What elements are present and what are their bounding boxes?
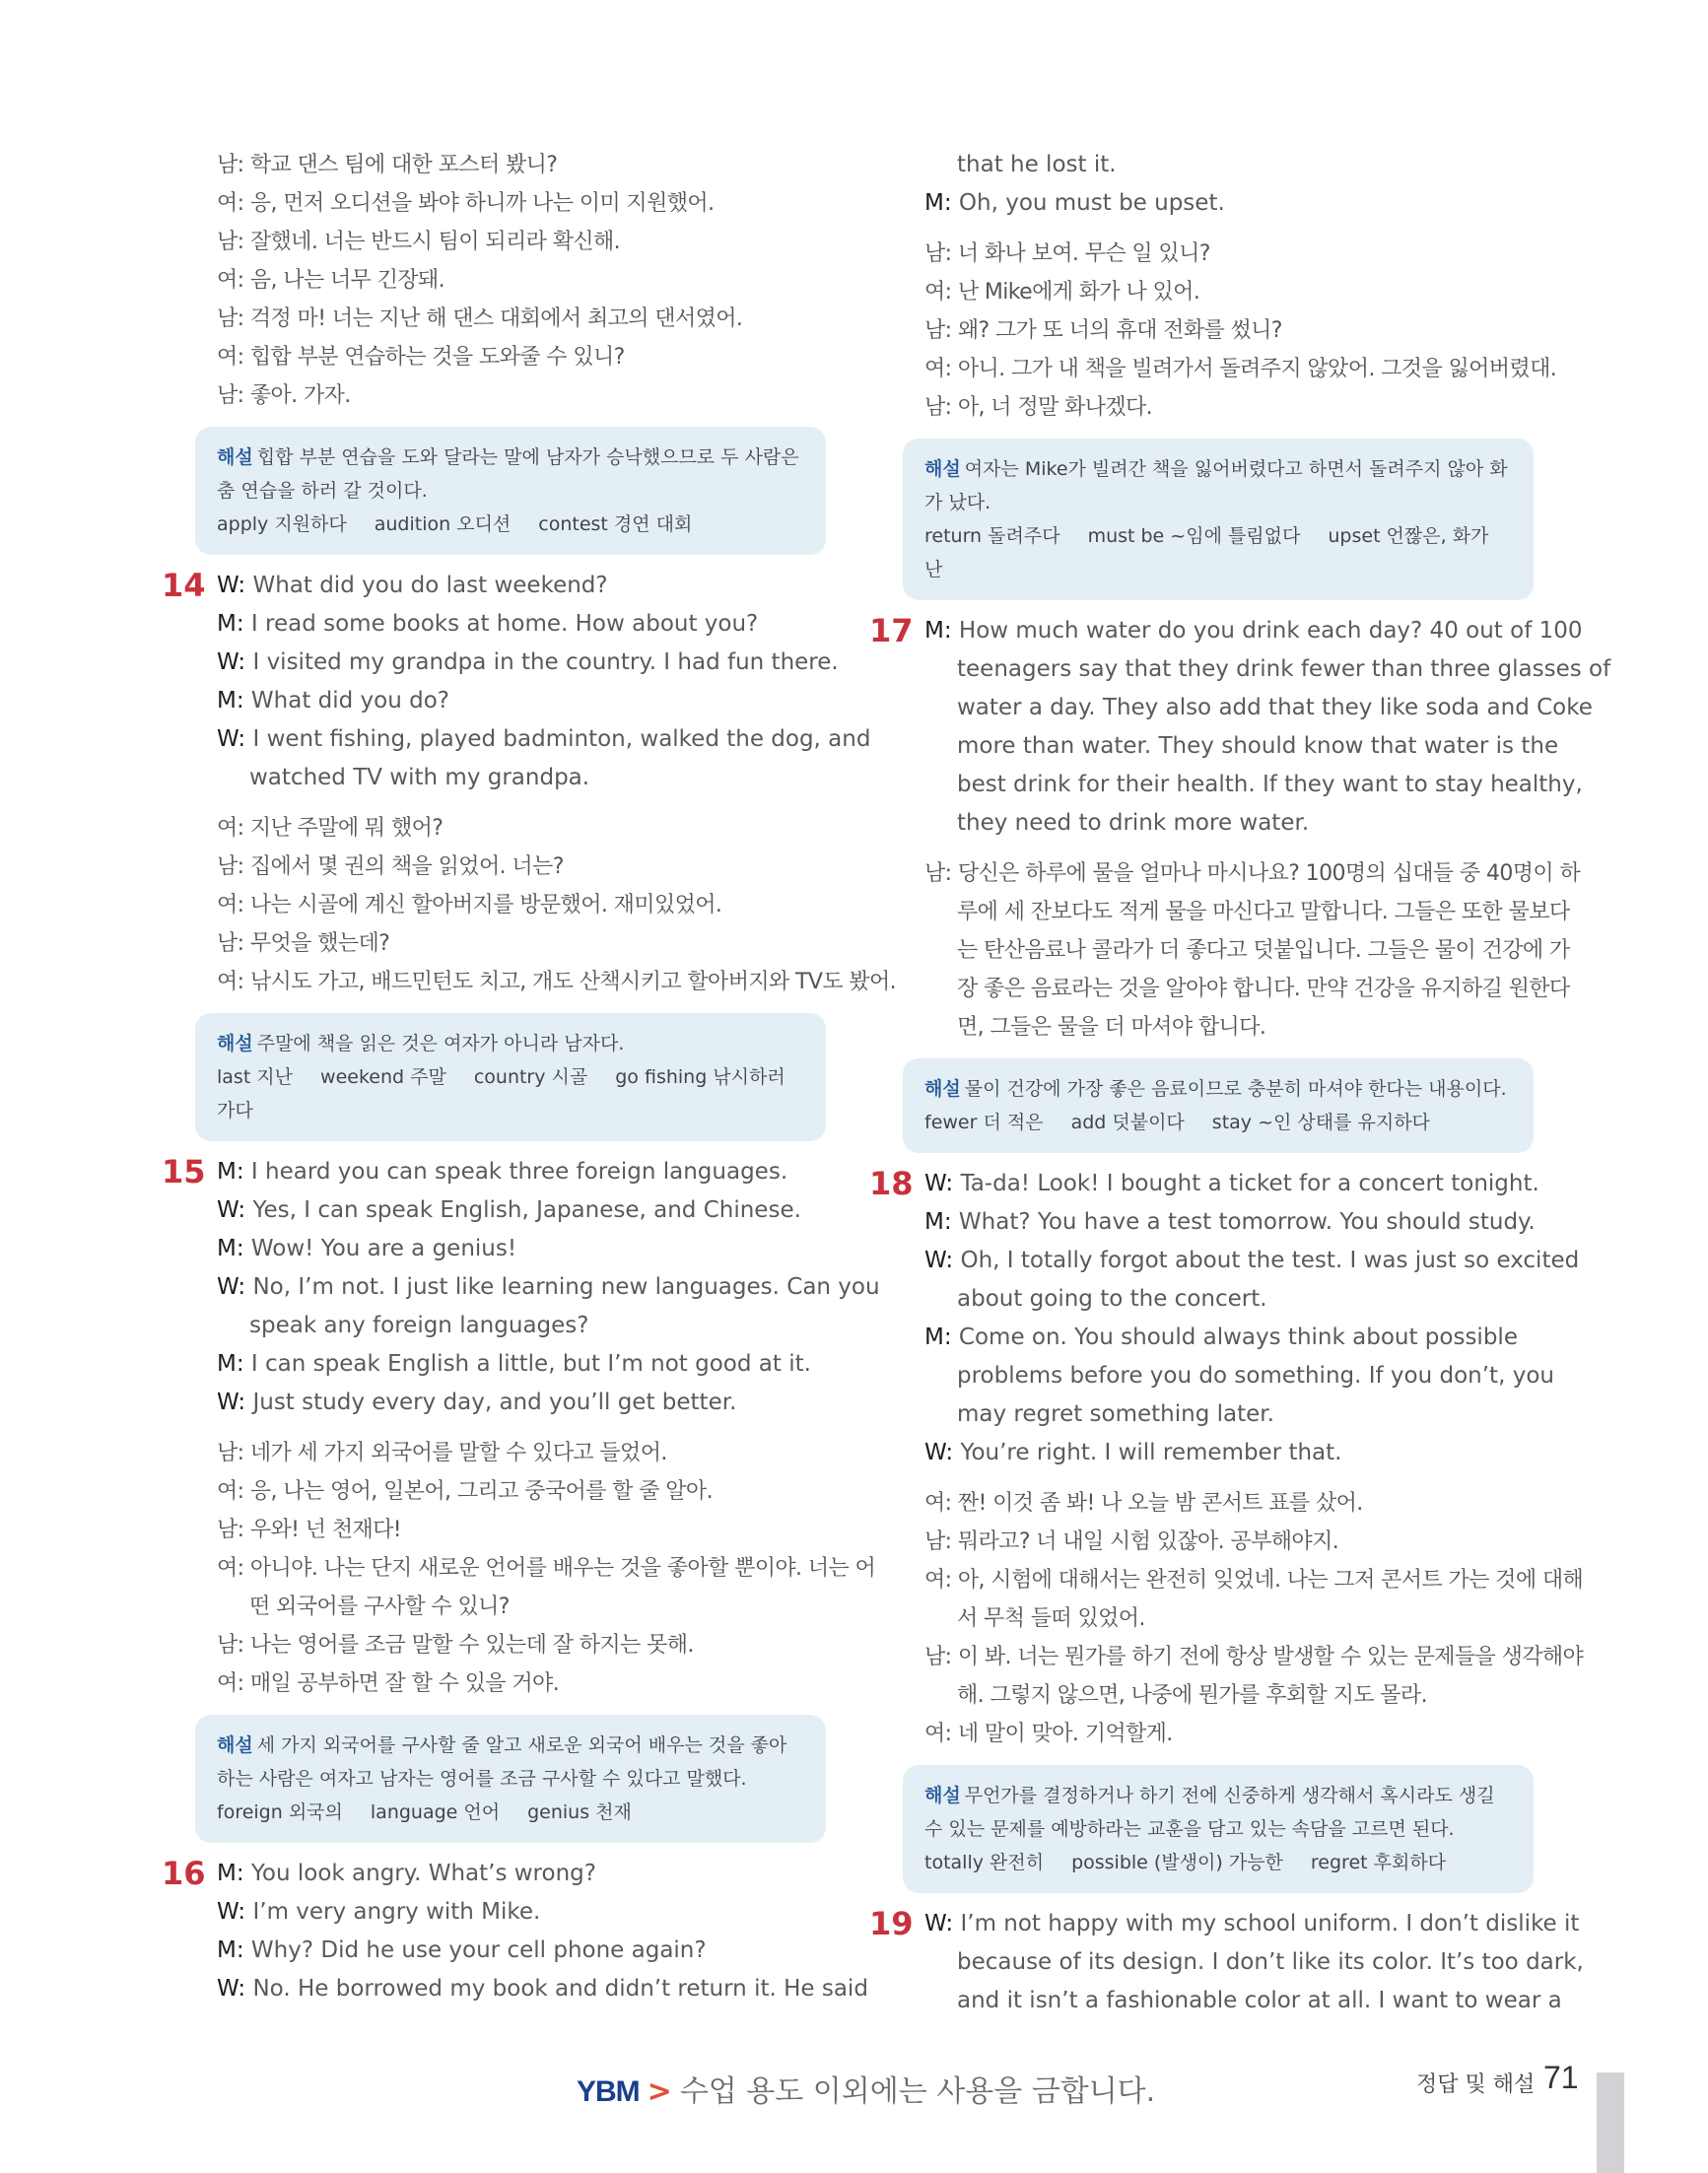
- explanation-body: 세 가지 외국어를 구사할 줄 알고 새로운 외국어 배우는 것을 좋아하는 사람은 여자고 남자는 영어를 조금 구사할 수 있다고 말했다.: [217, 1734, 787, 1790]
- korean-line: 남: 당신은 하루에 물을 얼마나 마시나요? 100명의 십대들 중 40명이 하: [924, 861, 1581, 886]
- vocab-item: genius 천재: [527, 1801, 632, 1823]
- english-text: No, I’m not. I just like learning new languages. Can you: [252, 1274, 880, 1300]
- english-line: [217, 1268, 880, 1307]
- footer-notice: [577, 2067, 1155, 2110]
- explanation-tag: 해설: [924, 458, 961, 480]
- speaker-label: M:: [217, 688, 244, 713]
- question-19: [869, 1905, 1584, 2020]
- english-text: Yes, I can speak English, Japanese, and Chinese.: [252, 1197, 801, 1223]
- english-line: [217, 759, 867, 797]
- english-text: No. He borrowed my book and didn’t return it. He said: [252, 1976, 868, 2002]
- english-line: [924, 1434, 1575, 1472]
- english-text: I can speak English a little, but I’m not good at it.: [250, 1351, 811, 1377]
- korean-line: 남: 왜? 그가 또 너의 휴대 전화를 썼니?: [924, 318, 1282, 343]
- english-text: about going to the concert.: [957, 1286, 1267, 1312]
- english-line: [924, 1982, 1575, 2020]
- explanation-text: [217, 1027, 804, 1060]
- ybm-logo: YBM: [577, 2075, 640, 2108]
- vocabulary-list: [217, 508, 804, 541]
- vocab-item: contest 경연 대회: [538, 513, 693, 535]
- english-line: [924, 1242, 1580, 1280]
- vocab-item: country 시골: [473, 1066, 588, 1088]
- explanation-box: [195, 1013, 826, 1141]
- korean-line: 떤 외국어를 구사할 수 있니?: [249, 1595, 510, 1619]
- english-line: [924, 804, 1575, 843]
- speaker-label: M:: [217, 1351, 244, 1377]
- korean-line: 남: 학교 댄스 팀에 대한 포스터 봤니?: [217, 153, 558, 177]
- explanation-body: 여자는 Mike가 빌려간 책을 잃어버렸다고 하면서 돌려주지 않아 화가 났다.: [924, 458, 1508, 513]
- explanation-box: [903, 1765, 1534, 1893]
- english-text: Ta-da! Look! I bought a ticket for a concert tonight.: [960, 1171, 1539, 1196]
- english-text: I’m very angry with Mike.: [252, 1899, 541, 1925]
- korean-line: 여: 지난 주말에 뭐 했어?: [217, 816, 444, 841]
- speaker-label: W:: [924, 1248, 954, 1273]
- speaker-label: W:: [924, 1171, 954, 1196]
- korean-line: 남: 나는 영어를 조금 말할 수 있는데 잘 하지는 못해.: [217, 1633, 694, 1658]
- english-line: [217, 1153, 867, 1191]
- english-text: Oh, I totally forgot about the test. I was just so excited: [960, 1248, 1580, 1273]
- english-text: Just study every day, and you’ll get better.: [252, 1390, 737, 1415]
- korean-line: 남: 무엇을 했는데?: [217, 931, 390, 956]
- korean-line: 여: 음, 나는 너무 긴장돼.: [217, 268, 445, 293]
- korean-line: 여: 짠! 이것 좀 봐! 나 오늘 밤 콘서트 표를 샀어.: [924, 1491, 1363, 1516]
- english-text: Come on. You should always think about possible: [958, 1324, 1518, 1350]
- speaker-label: W:: [924, 1911, 954, 1936]
- english-line: [217, 1230, 867, 1268]
- vocab-item: upset 언짢은, 화가 난: [924, 525, 1489, 580]
- page-edge-tab: [1597, 2072, 1624, 2173]
- english-text: best drink for their health. If they want to stay healthy,: [957, 772, 1583, 797]
- english-text: How much water do you drink each day? 40 out of 100: [958, 618, 1583, 644]
- speaker-label: W:: [924, 1440, 954, 1465]
- explanation-box: [195, 427, 826, 555]
- english-text: You look angry. What’s wrong?: [250, 1861, 596, 1886]
- english-line: [217, 682, 867, 720]
- korean-line: 여: 응, 먼저 오디션을 봐야 하니까 나는 이미 지원했어.: [217, 191, 715, 216]
- explanation-text: [924, 452, 1512, 519]
- explanation-tag: 해설: [217, 446, 253, 468]
- english-line: [217, 567, 867, 605]
- usage-notice: 수업 용도 이외에는 사용을 금합니다.: [679, 2074, 1156, 2109]
- explanation-tag: 해설: [217, 1734, 253, 1756]
- english-line: [217, 720, 871, 759]
- spacer: [217, 1422, 867, 1434]
- korean-line: 서 무척 들떠 있었어.: [957, 1606, 1145, 1631]
- speaker-label: M:: [217, 1937, 244, 1963]
- vocabulary-list: [924, 519, 1512, 586]
- right-column: [869, 146, 1611, 2020]
- korean-line: 여: 네 말이 맞아. 기억할게.: [924, 1722, 1173, 1746]
- explanation-body: 물이 건강에 가장 좋은 음료이므로 충분히 마셔야 한다는 내용이다.: [964, 1078, 1507, 1100]
- explanation-body: 힙합 부분 연습을 도와 달라는 말에 남자가 승낙했으므로 두 사람은 춤 연습을 하러 갈 것이다.: [217, 446, 799, 502]
- page-number: 71: [1543, 2060, 1579, 2095]
- english-text: and it isn’t a fashionable color at all. I want to wear a: [957, 1988, 1562, 2013]
- english-line: [924, 1319, 1575, 1357]
- english-text: I went fishing, played badminton, walked the dog, and: [252, 726, 871, 752]
- spacer: [924, 1472, 1575, 1484]
- english-text: Why? Did he use your cell phone again?: [250, 1937, 707, 1963]
- speaker-label: M:: [924, 1324, 952, 1350]
- english-text: that he lost it.: [957, 152, 1117, 177]
- vocab-item: add 덧붙이다: [1070, 1112, 1185, 1133]
- english-line: [924, 146, 1575, 184]
- explanation-text: [217, 441, 804, 508]
- explanation-body: 주말에 책을 읽은 것은 여자가 아니라 남자다.: [256, 1033, 625, 1054]
- english-text: What did you do last weekend?: [252, 573, 608, 598]
- vocabulary-list: [217, 1060, 804, 1127]
- vocab-item: language 언어: [370, 1801, 501, 1823]
- explanation-text: [217, 1729, 804, 1796]
- korean-line: 해. 그렇지 않으면, 나중에 뭔가를 후회할 지도 몰라.: [957, 1683, 1427, 1708]
- korean-line: 여: 응, 나는 영어, 일본어, 그리고 중국어를 할 줄 알아.: [217, 1479, 713, 1504]
- english-line: [924, 727, 1575, 766]
- korean-line: 루에 세 잔보다도 적게 물을 마신다고 말합니다. 그들은 또한 물보다: [957, 900, 1570, 924]
- english-text: more than water. They should know that water is the: [957, 733, 1559, 759]
- korean-line: 남: 잘했네. 너는 반드시 팀이 되리라 확신해.: [217, 230, 621, 254]
- english-text: I read some books at home. How about you?: [250, 611, 759, 637]
- explanation-tag: 해설: [924, 1078, 961, 1100]
- english-text: water a day. They also add that they like soda and Coke: [957, 695, 1593, 720]
- korean-line: 여: 힙합 부분 연습하는 것을 도와줄 수 있니?: [217, 345, 625, 370]
- korean-line: 남: 우와! 넌 천재다!: [217, 1518, 401, 1542]
- question-17: [869, 612, 1611, 1153]
- spacer: [924, 843, 1575, 854]
- english-line: [217, 1932, 867, 1970]
- speaker-label: M:: [217, 1861, 244, 1886]
- korean-line: 여: 아, 시험에 대해서는 완전히 잊었네. 나는 그저 콘서트 가는 것에 대해: [924, 1568, 1584, 1593]
- question-15: [162, 1153, 880, 1843]
- korean-line: 여: 난 Mike에게 화가 나 있어.: [924, 280, 1200, 305]
- speaker-label: W:: [217, 649, 246, 675]
- english-text: speak any foreign languages?: [249, 1313, 589, 1338]
- korean-line: 남: 네가 세 가지 외국어를 말할 수 있다고 들었어.: [217, 1441, 667, 1465]
- speaker-label: W:: [217, 1899, 246, 1925]
- speaker-label: M:: [924, 1209, 952, 1235]
- english-text: problems before you do something. If you don’t, you: [957, 1363, 1554, 1389]
- english-text: What? You have a test tomorrow. You should study.: [958, 1209, 1536, 1235]
- speaker-label: M:: [924, 190, 952, 216]
- explanation-body: 무언가를 결정하거나 하기 전에 신중하게 생각해서 혹시라도 생길 수 있는 문제를 예방하라는 교훈을 담고 있는 속담을 고르면 된다.: [924, 1785, 1495, 1840]
- speaker-label: W:: [217, 1390, 246, 1415]
- english-line: [217, 1855, 867, 1893]
- vocab-item: return 돌려주다: [924, 525, 1060, 547]
- english-line: [217, 644, 867, 682]
- english-text: they need to drink more water.: [957, 810, 1310, 836]
- korean-line: 면, 그들은 물을 더 마셔야 합니다.: [957, 1015, 1266, 1040]
- english-line: [924, 1357, 1575, 1395]
- explanation-box: [903, 1058, 1534, 1153]
- korean-line: 장 좋은 음료라는 것을 알아야 합니다. 만약 건강을 유지하길 원한다: [957, 977, 1570, 1001]
- explanation-text: [924, 1072, 1512, 1106]
- vocab-item: regret 후회하다: [1310, 1852, 1447, 1873]
- english-line: [924, 612, 1583, 650]
- vocab-item: possible (발생이) 가능한: [1071, 1852, 1283, 1873]
- explanation-tag: 해설: [217, 1033, 253, 1054]
- english-text: may regret something later.: [957, 1401, 1274, 1427]
- question-number: 17: [869, 612, 914, 649]
- explanation-box: [195, 1715, 826, 1843]
- speaker-label: M:: [924, 618, 952, 644]
- speaker-label: W:: [217, 1274, 246, 1300]
- question-16: [162, 1855, 868, 2008]
- korean-line: 여: 나는 시골에 계신 할아버지를 방문했어. 재미있었어.: [217, 893, 722, 917]
- english-line: [217, 1970, 867, 2008]
- speaker-label: W:: [217, 573, 246, 598]
- korean-line: 는 탄산음료나 콜라가 더 좋다고 덧붙입니다. 그들은 물이 건강에 가: [957, 938, 1570, 963]
- english-line: [217, 1384, 867, 1422]
- spacer: [924, 223, 1575, 235]
- vocabulary-list: [924, 1846, 1512, 1879]
- question-number: 18: [869, 1165, 914, 1202]
- english-line: [924, 766, 1583, 804]
- korean-line: 남: 집에서 몇 권의 책을 읽었어. 너는?: [217, 854, 564, 879]
- vocab-item: must be ~임에 틀림없다: [1087, 525, 1301, 547]
- chevron-right-icon: >: [647, 2074, 672, 2109]
- english-line: [924, 1395, 1575, 1434]
- section-label: 정답 및 해설: [1416, 2072, 1536, 2097]
- speaker-label: M:: [217, 611, 244, 637]
- speaker-label: W:: [217, 726, 246, 752]
- korean-line: 남: 좋아. 가자.: [217, 383, 351, 408]
- english-line: [924, 184, 1575, 223]
- vocab-item: fewer 더 적은: [924, 1112, 1044, 1133]
- vocab-item: weekend 주말: [320, 1066, 446, 1088]
- question-number: 15: [162, 1153, 206, 1190]
- question-18: [869, 1165, 1584, 1893]
- vocab-item: apply 지원하다: [217, 513, 347, 535]
- english-text: watched TV with my grandpa.: [249, 765, 590, 790]
- korean-line: 여: 낚시도 가고, 배드민턴도 치고, 개도 산책시키고 할아버지와 TV도 봤어.: [217, 970, 897, 994]
- vocab-item: foreign 외국의: [217, 1801, 343, 1823]
- english-line: [924, 1943, 1584, 1982]
- english-line: [924, 1165, 1575, 1203]
- english-text: Wow! You are a genius!: [250, 1236, 517, 1261]
- korean-line: 여: 매일 공부하면 잘 할 수 있을 거야.: [217, 1671, 560, 1696]
- english-line: [217, 1307, 867, 1345]
- english-text: I visited my grandpa in the country. I had fun there.: [252, 649, 839, 675]
- vocab-item: audition 오디션: [374, 513, 512, 535]
- vocab-item: stay ~인 상태를 유지하다: [1211, 1112, 1430, 1133]
- english-line: [217, 1893, 867, 1932]
- english-line: [924, 1280, 1575, 1319]
- question-number: 14: [162, 567, 206, 604]
- korean-line: 남: 이 봐. 너는 뭔가를 하기 전에 항상 발생할 수 있는 문제들을 생각해야: [924, 1645, 1584, 1669]
- english-line: [924, 1905, 1580, 1943]
- speaker-label: M:: [217, 1159, 244, 1185]
- english-text: I’m not happy with my school uniform. I don’t dislike it: [960, 1911, 1580, 1936]
- vocabulary-list: [217, 1796, 804, 1829]
- explanation-box: [903, 439, 1534, 600]
- english-text: because of its design. I don’t like its color. It’s too dark,: [957, 1949, 1584, 1975]
- korean-line: 남: 너 화나 보여. 무슨 일 있니?: [924, 241, 1210, 266]
- english-line: [924, 650, 1611, 689]
- english-line: [217, 1191, 867, 1230]
- english-line: [217, 605, 867, 644]
- english-line: [217, 1345, 867, 1384]
- korean-line: 여: 아니. 그가 내 책을 빌려가서 돌려주지 않았어. 그것을 잃어버렸대.: [924, 357, 1557, 381]
- vocab-item: totally 완전히: [924, 1852, 1045, 1873]
- english-text: teenagers say that they drink fewer than three glasses of: [957, 656, 1611, 682]
- speaker-label: M:: [217, 1236, 244, 1261]
- speaker-label: W:: [217, 1197, 246, 1223]
- english-line: [924, 1203, 1575, 1242]
- korean-line: 남: 뭐라고? 너 내일 시험 있잖아. 공부해야지.: [924, 1529, 1339, 1554]
- korean-line: 여: 아니야. 나는 단지 새로운 언어를 배우는 것을 좋아할 뿐이야. 너는 어: [217, 1556, 876, 1581]
- english-line: [924, 689, 1593, 727]
- vocab-item: go fishing 낚시하러 가다: [217, 1066, 786, 1121]
- question-number: 19: [869, 1905, 914, 1942]
- speaker-label: W:: [217, 1976, 246, 2002]
- vocab-item: last 지난: [217, 1066, 294, 1088]
- english-text: I heard you can speak three foreign languages.: [250, 1159, 788, 1185]
- explanation-text: [924, 1779, 1512, 1846]
- english-text: Oh, you must be upset.: [958, 190, 1225, 216]
- spacer: [217, 797, 867, 809]
- korean-line: 남: 걱정 마! 너는 지난 해 댄스 대회에서 최고의 댄서였어.: [217, 306, 743, 331]
- korean-line: 남: 아, 너 정말 화나겠다.: [924, 395, 1153, 420]
- explanation-tag: 해설: [924, 1785, 961, 1806]
- english-text: What did you do?: [250, 688, 449, 713]
- english-text: You’re right. I will remember that.: [960, 1440, 1342, 1465]
- question-number: 16: [162, 1855, 206, 1892]
- vocabulary-list: [924, 1106, 1512, 1139]
